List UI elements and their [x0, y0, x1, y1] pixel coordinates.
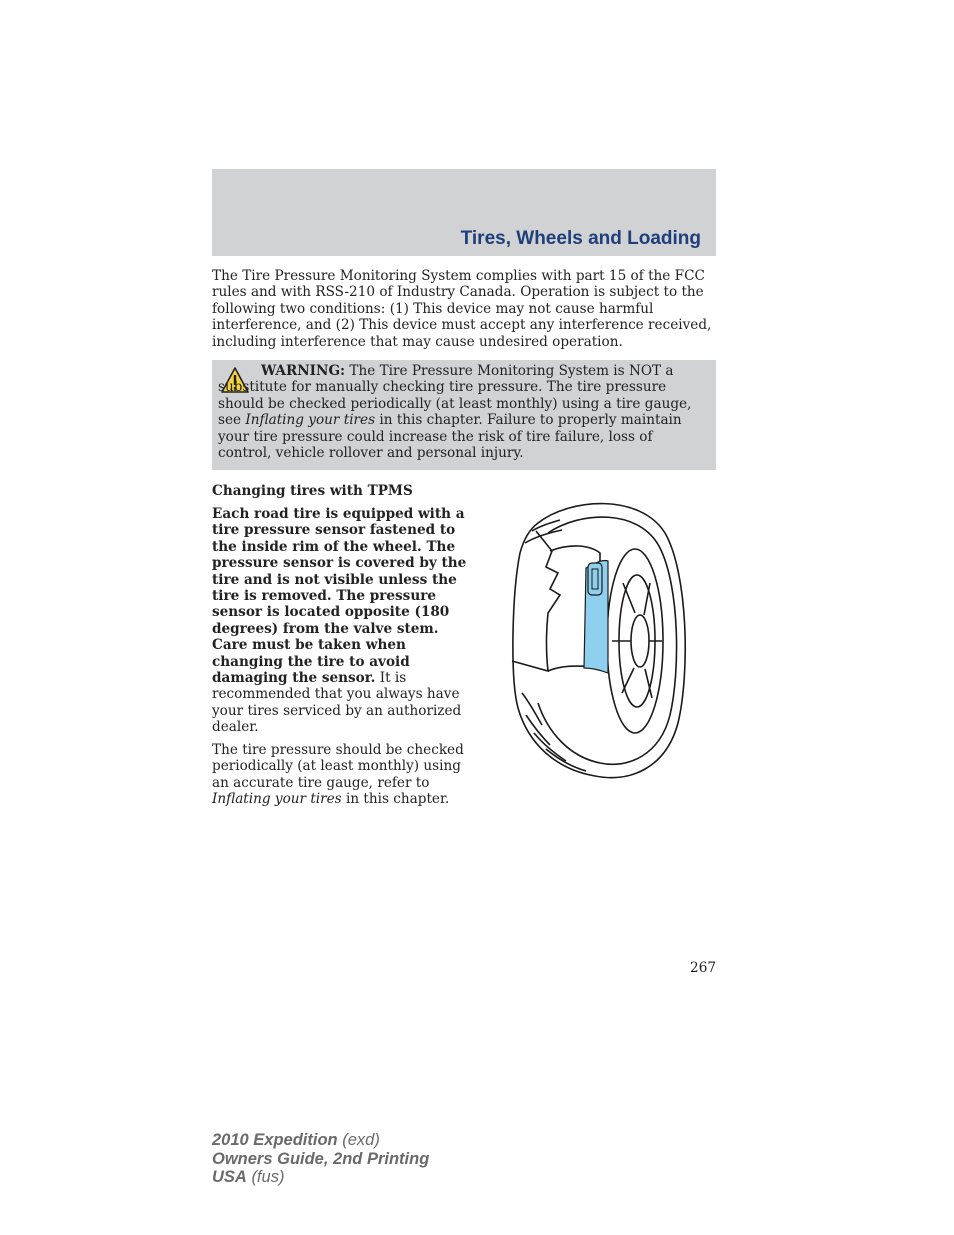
warning-box: [212, 360, 716, 470]
footer: [212, 1131, 429, 1187]
subsection-heading: Changing tires with TPMS: [212, 483, 413, 499]
footer-line-2: [212, 1150, 429, 1169]
section-header-band: [212, 169, 716, 256]
footer-market: USA: [212, 1168, 247, 1186]
section-title: Tires, Wheels and Loading: [460, 228, 701, 249]
inflating-tires-reference: Inflating your tires: [212, 790, 342, 807]
warning-body-2: in this chapter. Failure to properly maintain your tire pressure could increase the risk of tire failure, loss of control, vehicle rollover and personal injury.: [218, 412, 682, 462]
page-number: 267: [690, 960, 716, 976]
warning-label: WARNING:: [261, 363, 346, 379]
intro-paragraph: The Tire Pressure Monitoring System complies with part 15 of the FCC rules and with RSS-210 of Industry Canada. Operation is subject to the following two conditions: (1) This device may not cause harmful interference, and (2) This device must accept any interference received, including interference that may cause undesired operation.: [212, 268, 712, 350]
footer-market-code: (fus): [251, 1168, 285, 1186]
sensor-bold-text: Each road tire is equipped with a tire pressure sensor fastened to the inside rim of the wheel. The pressure sensor is covered by the tire and is not visible unless the tire is removed. The pressure sensor is located opposite (180 degrees) from the valve stem. Care must be taken when changing the tire to avoid damaging the sensor.: [212, 506, 467, 687]
footer-line-3: [212, 1168, 429, 1187]
sensor-paragraph: [212, 506, 470, 736]
body-column: [212, 506, 470, 813]
check-pressure-end: in this chapter.: [345, 790, 450, 807]
footer-guide-edition: Owners Guide, 2nd Printing: [212, 1149, 430, 1168]
footer-model-code: (exd): [342, 1131, 380, 1149]
warning-body-1: The Tire Pressure Monitoring System is NOT a substitute for manually checking tire pressure. The tire pressure should be checked periodically (at least monthly) using a tire gauge, see: [218, 363, 692, 429]
footer-model: 2010 Expedition: [212, 1131, 338, 1149]
warning-text: [218, 363, 710, 461]
warning-link-inflating-tires: Inflating your tires: [245, 412, 376, 429]
check-pressure-paragraph: [212, 742, 470, 808]
tire-pressure-sensor-illustration: [500, 493, 690, 785]
sensor-paragraph-tail: It is recommended that you always have your tires serviced by an authorized dealer.: [212, 670, 462, 736]
check-pressure-text: The tire pressure should be checked periodically (at least monthly) using an accurate tire gauge, refer to: [212, 741, 464, 791]
footer-line-1: [212, 1131, 429, 1150]
